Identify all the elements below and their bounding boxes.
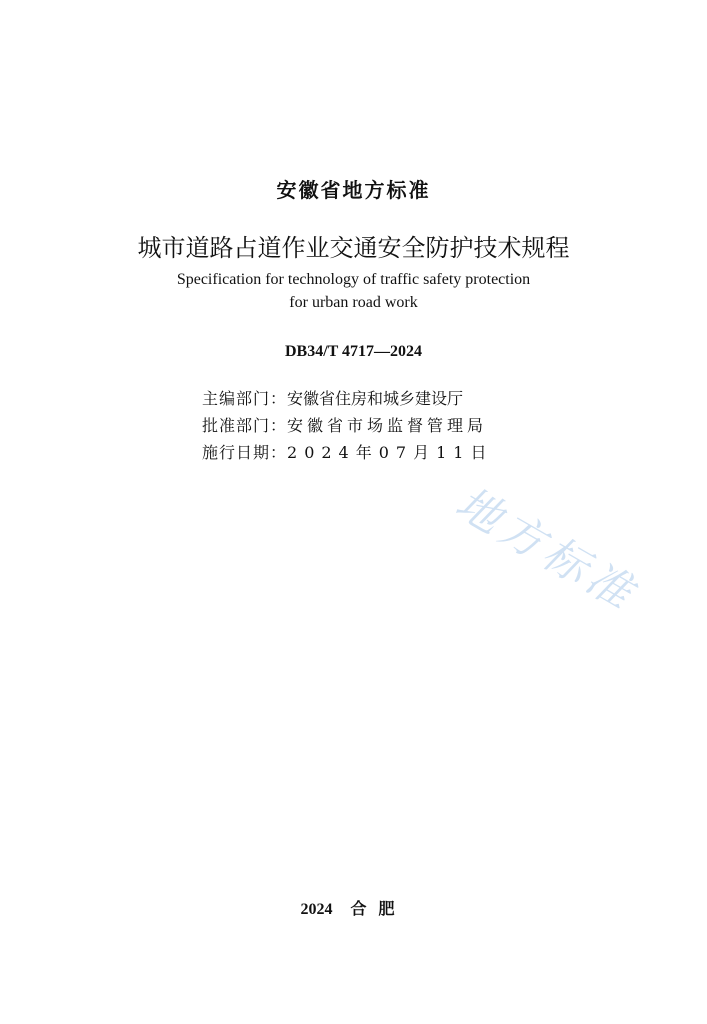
info-value-effective-date: 2024年07月11日 <box>287 443 494 462</box>
english-title <box>0 268 707 314</box>
info-row-editor <box>202 388 532 415</box>
footer-year: 2024 <box>300 901 333 918</box>
info-label-approver: 批准部门： <box>202 416 288 435</box>
info-value-approver: 安徽省市场监督管理局 <box>287 416 488 435</box>
footer-city: 合肥 <box>350 901 407 918</box>
series-title: 安徽省地方标准 <box>276 178 431 202</box>
english-title-line1: Specification for technology of traffic safety protection <box>176 271 531 288</box>
info-label-effective-date: 施行日期： <box>202 443 288 462</box>
info-label-editor: 主编部门： <box>202 389 288 408</box>
watermark: 地方标准 <box>447 477 646 622</box>
info-block <box>202 388 532 469</box>
footer <box>0 896 707 919</box>
info-value-editor: 安徽省住房和城乡建设厅 <box>287 389 464 408</box>
standard-number: DB34/T 4717—2024 <box>284 343 423 360</box>
english-title-line2: for urban road work <box>289 294 418 311</box>
info-row-effective-date <box>202 442 532 469</box>
main-title: 城市道路占道作业交通安全防护技术规程 <box>137 234 570 262</box>
info-row-approver <box>202 415 532 442</box>
